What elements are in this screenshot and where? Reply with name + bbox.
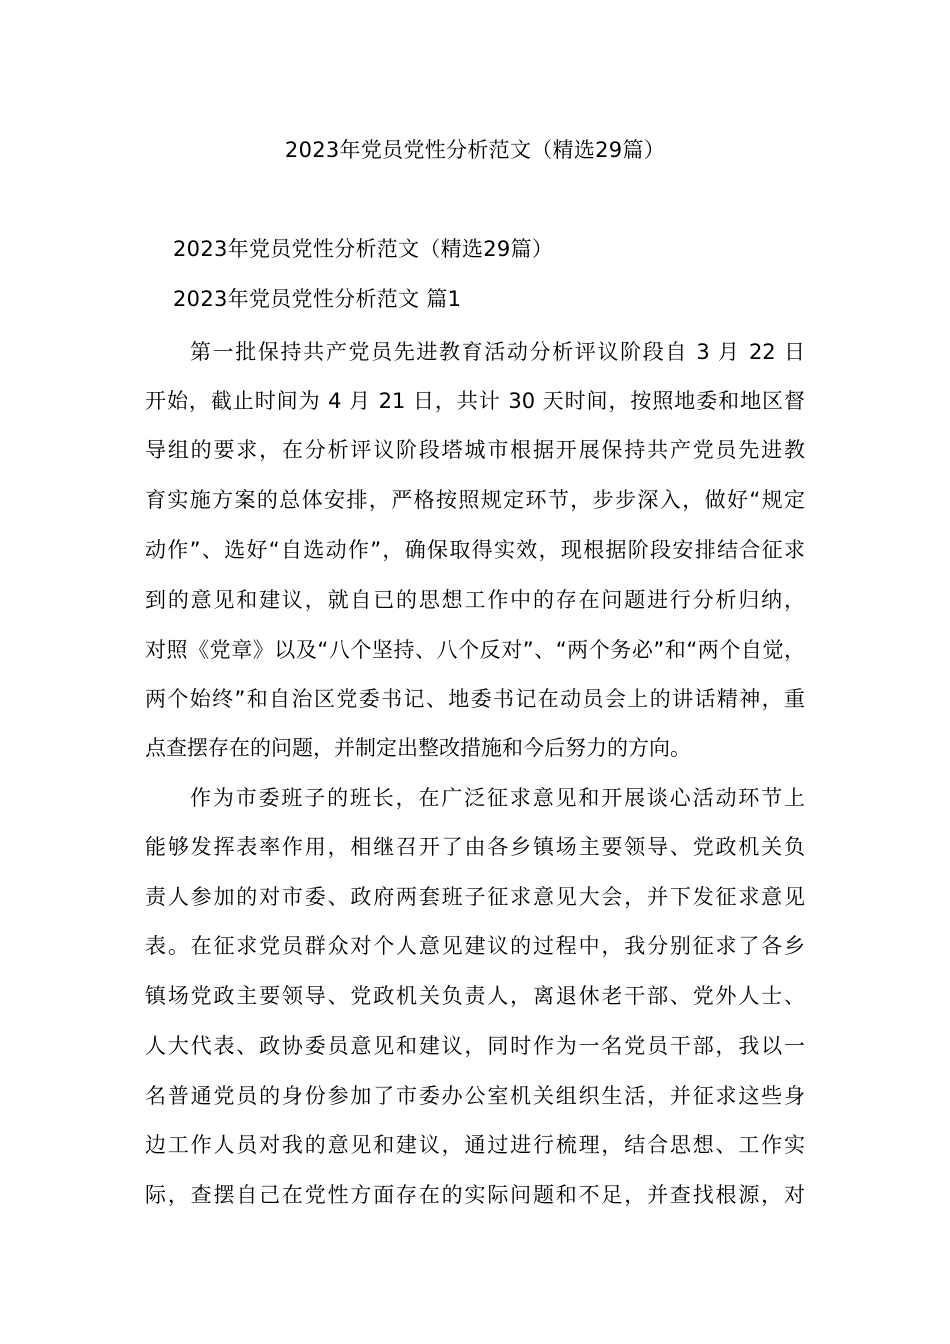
paragraph-1-line: 育实施方案的总体安排，严格按照规定环节，步步深入，做好“规定 <box>145 488 805 512</box>
document-title: 2023年党员党性分析范文（精选29篇） <box>284 138 666 162</box>
paragraph-1-line: 两个始终”和自治区党委书记、地委书记在动员会上的讲话精神，重 <box>145 687 805 711</box>
document-subtitle: 2023年党员党性分析范文（精选29篇） <box>173 237 554 261</box>
paragraph-2-line: 人大代表、政协委员意见和建议，同时作为一名党员干部，我以一 <box>145 1034 805 1058</box>
paragraph-2-line: 表。在征求党员群众对个人意见建议的过程中，我分别征求了各乡 <box>145 934 805 958</box>
paragraph-2-line: 能够发挥表率作用，相继召开了由各乡镇场主要领导、党政机关负 <box>145 835 805 859</box>
paragraph-1-line: 对照《党章》以及“八个坚持、八个反对”、“两个务必”和“两个自觉， <box>145 638 805 662</box>
section-heading: 2023年党员党性分析范文 篇1 <box>173 287 462 311</box>
paragraph-2-line: 际，查摆自己在党性方面存在的实际问题和不足，并查找根源，对 <box>145 1183 805 1207</box>
paragraph-2-line: 责人参加的对市委、政府两套班子征求意见大会，并下发征求意见 <box>145 885 805 909</box>
paragraph-1-line: 点查摆存在的问题，并制定出整改措施和今后努力的方向。 <box>145 736 691 760</box>
paragraph-1-line: 第一批保持共产党员先进教育活动分析评议阶段自 3 月 22 日 <box>190 340 805 364</box>
paragraph-2-line: 作为市委班子的班长，在广泛征求意见和开展谈心活动环节上 <box>190 786 805 810</box>
paragraph-1-line: 到的意见和建议，就自已的思想工作中的存在问题进行分析归纳， <box>145 588 805 612</box>
paragraph-1-line: 动作”、选好“自选动作”，确保取得实效，现根据阶段安排结合征求 <box>145 538 805 562</box>
paragraph-1-line: 开始，截止时间为 4 月 21 日，共计 30 天时间，按照地委和地区督 <box>145 389 805 413</box>
paragraph-1-line: 导组的要求，在分析评议阶段塔城市根据开展保持共产党员先进教 <box>145 438 805 462</box>
paragraph-2-line: 名普通党员的身份参加了市委办公室机关组织生活，并征求这些身 <box>145 1084 805 1108</box>
paragraph-2-line: 边工作人员对我的意见和建议，通过进行梳理，结合思想、工作实 <box>145 1133 805 1157</box>
paragraph-2-line: 镇场党政主要领导、党政机关负责人，离退休老干部、党外人士、 <box>145 984 805 1008</box>
